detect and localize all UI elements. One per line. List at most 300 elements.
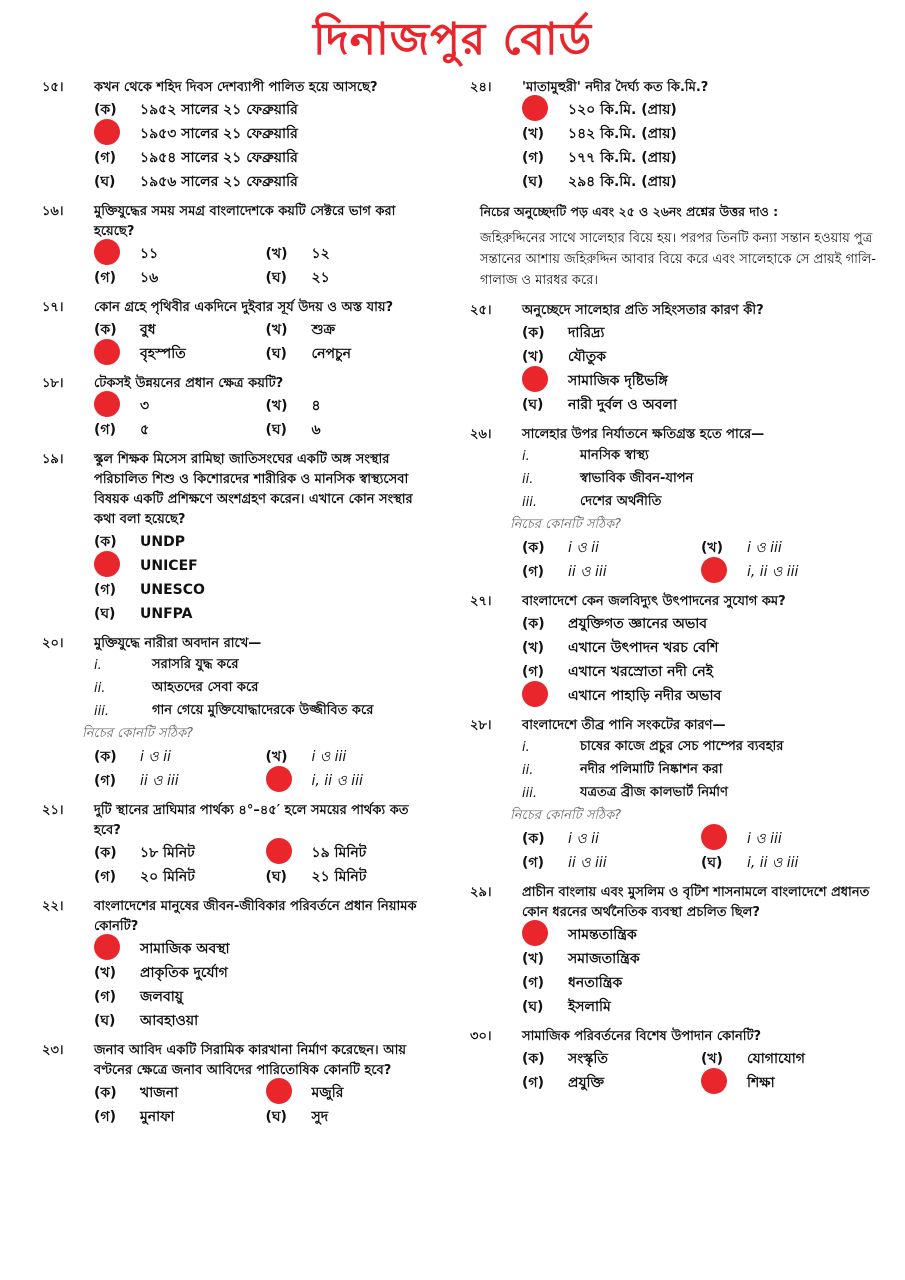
- option-text: ১৮ মিনিট: [140, 845, 195, 861]
- option-text: i ও iii: [747, 831, 782, 847]
- question-header: [42, 78, 437, 98]
- options: [94, 242, 437, 290]
- answer-option[interactable]: [701, 827, 880, 851]
- question: [42, 298, 437, 366]
- options: [522, 98, 880, 194]
- option-text: ২৯৪ কি.মি. (প্রায়): [568, 174, 677, 190]
- question-number: ১৬।: [42, 204, 64, 219]
- question-text: জনাব আবিদ একটি সিরামিক কারখানা নির্মাণ করেছেন। আয় বণ্টনের ক্ষেত্রে জনাব আবিদের পারিতোষিক কোনটি হবে?: [94, 1043, 407, 1078]
- statement-numeral: i.: [522, 449, 530, 464]
- question: [42, 801, 437, 889]
- options: [94, 841, 437, 889]
- question: [470, 78, 880, 194]
- question: [42, 78, 437, 194]
- options: [94, 98, 437, 194]
- question-number: ২৪।: [470, 80, 492, 95]
- question-header: [470, 301, 880, 321]
- question-number: ২২।: [42, 899, 64, 914]
- options: [94, 318, 437, 366]
- correct-answer-mark: [94, 391, 120, 417]
- answer-option[interactable]: [522, 345, 880, 369]
- answer-option[interactable]: [266, 841, 438, 865]
- statement-text: গান গেয়ে মুক্তিযোদ্ধাদেরকে উজ্জীবিত করে: [152, 703, 374, 718]
- answer-option[interactable]: [522, 684, 880, 708]
- question-header: [470, 883, 880, 923]
- correct-answer-mark: [522, 681, 548, 707]
- option-label: (ঘ): [522, 397, 544, 413]
- answer-option[interactable]: [266, 1081, 438, 1105]
- option-text: নেপচুন: [311, 346, 351, 362]
- statement-numeral: ii.: [522, 763, 534, 778]
- option-text: ১৯৫৬ সালের ২১ ফেব্রুয়ারি: [140, 174, 298, 190]
- option-text: নারী দুর্বল ও অবলা: [568, 397, 678, 413]
- question-text: বাংলাদেশে কেন জলবিদ্যুৎ উৎপাদনের সুযোগ কম?: [522, 594, 786, 609]
- statement-text: মানসিক স্বাস্থ্য: [580, 448, 649, 463]
- option-text: ii ও iii: [568, 855, 607, 871]
- option-text: সামাজিক অবস্থা: [140, 941, 230, 957]
- statement: [94, 677, 437, 700]
- correct-answer-mark: [94, 551, 120, 577]
- answer-option[interactable]: [522, 1047, 701, 1071]
- statement: [522, 736, 880, 759]
- question-number: ৩০।: [470, 1029, 492, 1044]
- option-text: ২১ মিনিট: [311, 869, 367, 885]
- answer-option[interactable]: [701, 851, 880, 875]
- passage-heading: নিচের অনুচ্ছেদটি পড় এবং ২৫ ও ২৬নং প্রশ্নের উত্তর দাও :: [480, 204, 779, 219]
- option-text: সংস্কৃতি: [568, 1051, 608, 1067]
- answer-option[interactable]: [266, 318, 438, 342]
- option-text: প্রযুক্তি: [568, 1075, 605, 1091]
- option-label: [522, 920, 568, 950]
- option-label: (ঘ): [522, 999, 544, 1015]
- answer-option[interactable]: [522, 995, 880, 1019]
- question-text: টেকসই উন্নয়নের প্রধান ক্ষেত্র কয়টি?: [94, 376, 284, 391]
- option-label: (ক): [94, 845, 117, 861]
- option-label: (ক): [94, 322, 117, 338]
- answer-option[interactable]: [266, 342, 438, 366]
- question: [470, 301, 880, 417]
- option-label: (গ): [522, 975, 544, 991]
- option-text: মজুরি: [311, 1085, 344, 1101]
- options: [522, 612, 880, 708]
- option-label: (ক): [94, 534, 117, 550]
- statement-text: আহতদের সেবা করে: [152, 680, 259, 695]
- answer-option[interactable]: [522, 612, 880, 636]
- option-label: (খ): [265, 398, 288, 414]
- answer-option[interactable]: [94, 602, 437, 626]
- question: [42, 202, 437, 290]
- option-text: ২০ মিনিট: [140, 869, 195, 885]
- question-header: [42, 298, 437, 318]
- option-label: (খ): [701, 1051, 723, 1067]
- answer-option[interactable]: [94, 394, 266, 418]
- option-label: (ক): [94, 1085, 117, 1101]
- correct-answer-mark: [266, 766, 292, 792]
- option-text: i, ii ও iii: [747, 855, 799, 871]
- option-text: জলবায়ু: [140, 989, 184, 1005]
- option-text: মুনাফা: [140, 1109, 175, 1125]
- statement-numeral: ii.: [522, 472, 534, 487]
- answer-option[interactable]: [701, 560, 880, 584]
- question: [42, 1041, 437, 1129]
- option-label: (ক): [522, 325, 545, 341]
- option-label: (গ): [522, 664, 544, 680]
- question-text: সালেহার উপর নির্যাতনে ক্ষতিগ্রস্ত হতে পারে—: [522, 427, 765, 442]
- answer-option[interactable]: [94, 122, 437, 146]
- answer-option[interactable]: [94, 937, 437, 961]
- options: [94, 1081, 437, 1129]
- option-text: ৩: [140, 398, 150, 414]
- option-label: (খ): [522, 640, 544, 656]
- answer-option[interactable]: [522, 947, 880, 971]
- which-correct-prompt: নিচের কোনটি সঠিক?: [82, 726, 194, 741]
- statement-numeral: i.: [94, 658, 102, 673]
- question-header: [470, 425, 880, 445]
- question-number: ২৮।: [470, 718, 492, 733]
- answer-option[interactable]: [522, 170, 880, 194]
- option-label: [522, 95, 568, 125]
- option-label: [266, 766, 312, 796]
- option-text: i ও iii: [747, 540, 782, 556]
- option-text: এখানে উৎপাদন খরচ বেশি: [568, 640, 719, 656]
- question: [470, 592, 880, 708]
- answer-option[interactable]: [522, 122, 880, 146]
- option-label: (ঘ): [265, 270, 287, 286]
- option-label: (গ): [94, 989, 116, 1005]
- answer-option[interactable]: [522, 536, 701, 560]
- question-text: মুক্তিযুদ্ধের সময় সমগ্র বাংলাদেশকে কয়টি সেক্টরে ভাগ করা হয়েছে?: [94, 204, 396, 239]
- right-column: [470, 78, 880, 1103]
- answer-option[interactable]: [94, 985, 437, 1009]
- question-header: [470, 1027, 880, 1047]
- option-text: সামন্ততান্ত্রিক: [568, 927, 637, 943]
- answer-option[interactable]: [266, 865, 438, 889]
- which-correct-prompt: নিচের কোনটি সঠিক?: [510, 517, 622, 532]
- answer-option[interactable]: [266, 1105, 438, 1129]
- option-text: ১৯৫৪ সালের ২১ ফেব্রুয়ারি: [140, 150, 298, 166]
- option-text: এখানে খরস্রোতা নদী নেই: [568, 664, 714, 680]
- correct-answer-mark: [94, 119, 120, 145]
- statement-numeral: i.: [522, 740, 530, 755]
- question-number: ২৯।: [470, 885, 492, 900]
- which-correct-prompt: নিচের কোনটি সঠিক?: [510, 808, 622, 823]
- correct-answer-mark: [522, 920, 548, 946]
- option-label: (গ): [522, 1075, 544, 1091]
- question-number: ১৫।: [42, 80, 64, 95]
- answer-option[interactable]: [522, 923, 880, 947]
- question-header: [42, 450, 437, 530]
- correct-answer-mark: [94, 339, 120, 365]
- question: [470, 425, 880, 584]
- option-label: (ঘ): [94, 1013, 116, 1029]
- option-text: শিক্ষা: [747, 1075, 775, 1091]
- option-text: প্রযুক্তিগত জ্ঞানের অভাব: [568, 616, 708, 632]
- answer-option[interactable]: [94, 745, 266, 769]
- statement-text: নদীর পলিমাটি নিষ্কাশন করা: [580, 762, 723, 777]
- option-text: ১৬: [140, 270, 159, 286]
- question-text: সামাজিক পরিবর্তনের বিশেষ উপাদান কোনটি?: [522, 1029, 762, 1044]
- option-label: (খ): [522, 349, 544, 365]
- answer-option[interactable]: [266, 242, 438, 266]
- option-text: ১৯৫২ সালের ২১ ফেব্রুয়ারি: [140, 102, 298, 118]
- correct-answer-mark: [522, 95, 548, 121]
- option-label: (ক): [522, 540, 545, 556]
- correct-answer-mark: [701, 557, 727, 583]
- option-label: (ক): [522, 1051, 545, 1067]
- question-header: [42, 897, 437, 937]
- option-label: (গ): [522, 855, 544, 871]
- statement: [94, 654, 437, 677]
- option-text: আবহাওয়া: [140, 1013, 199, 1029]
- option-label: (ক): [94, 102, 117, 118]
- option-label: (খ): [522, 951, 544, 967]
- option-text: এখানে পাহাড়ি নদীর অভাব: [568, 688, 722, 704]
- statement: [522, 468, 880, 491]
- option-label: (ক): [522, 831, 545, 847]
- statement-numeral: ii.: [94, 681, 106, 696]
- answer-option[interactable]: [266, 769, 438, 793]
- answer-option[interactable]: [94, 1105, 266, 1129]
- option-label: (গ): [94, 270, 116, 286]
- question-header: [42, 202, 437, 242]
- statement-numeral: iii.: [522, 495, 537, 510]
- answer-option[interactable]: [522, 146, 880, 170]
- options: [94, 937, 437, 1033]
- answer-option[interactable]: [94, 418, 266, 442]
- option-label: [94, 551, 140, 581]
- option-label: (খ): [701, 540, 723, 556]
- question-header: [42, 801, 437, 841]
- question-header: [470, 592, 880, 612]
- question-text: অনুচ্ছেদে সালেহার প্রতি সহিংসতার কারণ কী?: [522, 303, 764, 318]
- correct-answer-mark: [522, 366, 548, 392]
- answer-option[interactable]: [522, 98, 880, 122]
- answer-option[interactable]: [522, 1071, 701, 1095]
- option-text: ৪: [311, 398, 321, 414]
- statement: [522, 759, 880, 782]
- options: [94, 745, 437, 793]
- option-text: UNFPA: [140, 606, 193, 622]
- option-label: (ঘ): [522, 174, 544, 190]
- answer-option[interactable]: [94, 961, 437, 985]
- answer-option[interactable]: [522, 660, 880, 684]
- option-text: সুদ: [311, 1109, 329, 1125]
- answer-option[interactable]: [522, 636, 880, 660]
- option-label: (ঘ): [94, 606, 116, 622]
- question: [470, 716, 880, 875]
- question-text: প্রাচীন বাংলায় এবং মুসলিম ও বৃটিশ শাসনামলে বাংলাদেশে প্রধানত কোন ধরনের অর্থনৈতিক ব্যবস্থা প্রচলিত ছিল?: [522, 885, 870, 920]
- option-text: UNDP: [140, 534, 185, 550]
- option-label: (গ): [522, 564, 544, 580]
- answer-option[interactable]: [522, 851, 701, 875]
- question-text: দুটি স্থানের দ্রাঘিমার পার্থক্য ৪°–৪৫′ হলে সময়ের পার্থক্য কত হবে?: [94, 803, 409, 838]
- option-label: [266, 838, 312, 868]
- statement: [522, 782, 880, 805]
- answer-option[interactable]: [522, 393, 880, 417]
- option-text: খাজনা: [140, 1085, 179, 1101]
- question-number: ২৬।: [470, 427, 492, 442]
- question-number: ২০।: [42, 636, 64, 651]
- option-text: ১২০ কি.মি. (প্রায়): [568, 102, 677, 118]
- option-text: সামাজিক দৃষ্টিভঙ্গি: [568, 373, 668, 389]
- answer-option[interactable]: [266, 266, 438, 290]
- option-text: ১৯৫৩ সালের ২১ ফেব্রুয়ারি: [140, 126, 298, 142]
- correct-answer-mark: [94, 934, 120, 960]
- statement-text: স্বাভাবিক জীবন-যাপন: [580, 471, 694, 486]
- question-header: [42, 634, 437, 654]
- option-label: [701, 824, 747, 854]
- option-text: ৬: [311, 422, 321, 438]
- option-label: [266, 1078, 312, 1108]
- option-label: (ঘ): [701, 855, 723, 871]
- option-text: যোগাযোগ: [747, 1051, 805, 1067]
- option-label: (গ): [94, 150, 116, 166]
- question: [42, 450, 437, 626]
- option-text: ১৯ মিনিট: [311, 845, 367, 861]
- answer-option[interactable]: [522, 971, 880, 995]
- option-label: (খ): [265, 749, 288, 765]
- left-column: [42, 78, 437, 1137]
- option-text: UNICEF: [140, 558, 198, 574]
- option-text: যৌতুক: [568, 349, 607, 365]
- correct-answer-mark: [94, 239, 120, 265]
- options: [94, 530, 437, 626]
- option-text: ইসলামি: [568, 999, 611, 1015]
- answer-option[interactable]: [94, 342, 266, 366]
- option-text: i ও iii: [311, 749, 347, 765]
- option-label: (গ): [522, 150, 544, 166]
- correct-answer-mark: [266, 1078, 292, 1104]
- option-text: UNESCO: [140, 582, 205, 598]
- question-number: ২৩।: [42, 1043, 64, 1058]
- option-label: (ক): [522, 616, 545, 632]
- option-text: ১২: [311, 246, 330, 262]
- option-text: বুধ: [140, 322, 156, 338]
- option-label: (ঘ): [265, 869, 287, 885]
- option-text: i ও ii: [568, 540, 599, 556]
- option-text: i, ii ও iii: [311, 773, 363, 789]
- option-label: (গ): [94, 582, 116, 598]
- option-label: [701, 557, 747, 587]
- answer-option[interactable]: [701, 1071, 880, 1095]
- option-text: শুক্র: [311, 322, 336, 338]
- answer-option[interactable]: [522, 827, 701, 851]
- option-text: i ও ii: [568, 831, 599, 847]
- statement-text: চাষের কাজে প্রচুর সেচ পাম্পের ব্যবহার: [580, 739, 784, 754]
- answer-option[interactable]: [94, 865, 266, 889]
- statement-numeral: iii.: [522, 786, 537, 801]
- option-text: ii ও iii: [140, 773, 179, 789]
- question: [42, 897, 437, 1033]
- question-number: ১৯।: [42, 452, 64, 467]
- answer-option[interactable]: [522, 321, 880, 345]
- answer-option[interactable]: [522, 369, 880, 393]
- answer-option[interactable]: [94, 98, 437, 122]
- question-number: ২৫।: [470, 303, 492, 318]
- options: [522, 1047, 880, 1095]
- question-number: ২১।: [42, 803, 64, 818]
- question-header: [42, 1041, 437, 1081]
- option-label: (গ): [94, 869, 116, 885]
- option-label: (গ): [94, 773, 116, 789]
- answer-option[interactable]: [266, 394, 438, 418]
- answer-option[interactable]: [94, 266, 266, 290]
- question: [42, 374, 437, 442]
- answer-option[interactable]: [94, 170, 437, 194]
- answer-option[interactable]: [94, 578, 437, 602]
- option-text: দারিদ্র্য: [568, 325, 605, 341]
- option-label: [94, 934, 140, 964]
- question-text: স্কুল শিক্ষক মিসেস রামিছা জাতিসংঘের একটি অঙ্গ সংস্থার পরিচালিত শিশু ও কিশোরদের শারীরিক ও মানসিক স্বাস্থ্যসেবা বিষয়ক একটি প্রশিক্ষণে অংশগ্রহণ করেন। এখানে কোন সংস্থার কথা বলা হয়েছে?: [94, 452, 413, 527]
- option-text: ৫: [140, 422, 150, 438]
- question: [470, 883, 880, 1019]
- option-text: ধনতান্ত্রিক: [568, 975, 623, 991]
- correct-answer-mark: [266, 838, 292, 864]
- options: [522, 321, 880, 417]
- options: [94, 394, 437, 442]
- question-text: বাংলাদেশের মানুষের জীবন-জীবিকার পরিবর্তনে প্রধান নিয়ামক কোনটি?: [94, 899, 417, 934]
- statement-numeral: iii.: [94, 704, 109, 719]
- statement: [522, 445, 880, 468]
- option-text: i, ii ও iii: [747, 564, 799, 580]
- option-label: (ঘ): [265, 1109, 287, 1125]
- option-label: [701, 1068, 747, 1098]
- answer-option[interactable]: [266, 418, 438, 442]
- option-label: (খ): [265, 246, 288, 262]
- correct-answer-mark: [701, 824, 727, 850]
- question-text: কখন থেকে শহিদ দিবস দেশব্যাপী পালিত হয়ে আসছে?: [94, 80, 378, 95]
- answer-option[interactable]: [94, 1081, 266, 1105]
- option-text: ১৪২ কি.মি. (প্রায়): [568, 126, 677, 142]
- statement-text: যত্রতত্র ব্রীজ কালভার্ট নির্মাণ: [580, 785, 728, 800]
- option-text: ১৭৭ কি.মি. (প্রায়): [568, 150, 677, 166]
- answer-option[interactable]: [94, 841, 266, 865]
- answer-option[interactable]: [94, 554, 437, 578]
- option-label: (গ): [94, 1109, 116, 1125]
- answer-option[interactable]: [522, 560, 701, 584]
- option-label: (গ): [94, 422, 116, 438]
- options: [522, 827, 880, 875]
- answer-option[interactable]: [94, 530, 437, 554]
- statement-text: দেশের অর্থনীতি: [580, 494, 662, 509]
- question-text: বাংলাদেশে তীব্র পানি সংকটের কারণ—: [522, 718, 726, 733]
- option-text: ii ও iii: [568, 564, 607, 580]
- option-text: সমাজতান্ত্রিক: [568, 951, 640, 967]
- question-number: ১৭।: [42, 300, 64, 315]
- statement: [522, 491, 880, 514]
- answer-option[interactable]: [94, 242, 266, 266]
- question-number: ২৭।: [470, 594, 492, 609]
- option-label: [94, 339, 140, 369]
- option-label: [94, 119, 140, 149]
- options: [522, 923, 880, 1019]
- option-label: [522, 366, 568, 396]
- statement: [94, 700, 437, 723]
- option-label: (ঘ): [265, 422, 287, 438]
- answer-option[interactable]: [94, 769, 266, 793]
- option-label: (ক): [94, 749, 117, 765]
- options: [522, 536, 880, 584]
- question: [470, 1027, 880, 1095]
- option-text: ২১: [311, 270, 330, 286]
- page-title: দিনাজপুর বোর্ড: [313, 14, 592, 65]
- question-text: মুক্তিযুদ্ধে নারীরা অবদান রাখে—: [94, 636, 262, 651]
- question-header: [470, 716, 880, 736]
- question-text: কোন গ্রহে পৃথিবীর একদিনে দুইবার সূর্য উদয় ও অস্ত যায়?: [94, 300, 394, 315]
- answer-option[interactable]: [94, 1009, 437, 1033]
- answer-option[interactable]: [94, 146, 437, 170]
- question: [42, 634, 437, 793]
